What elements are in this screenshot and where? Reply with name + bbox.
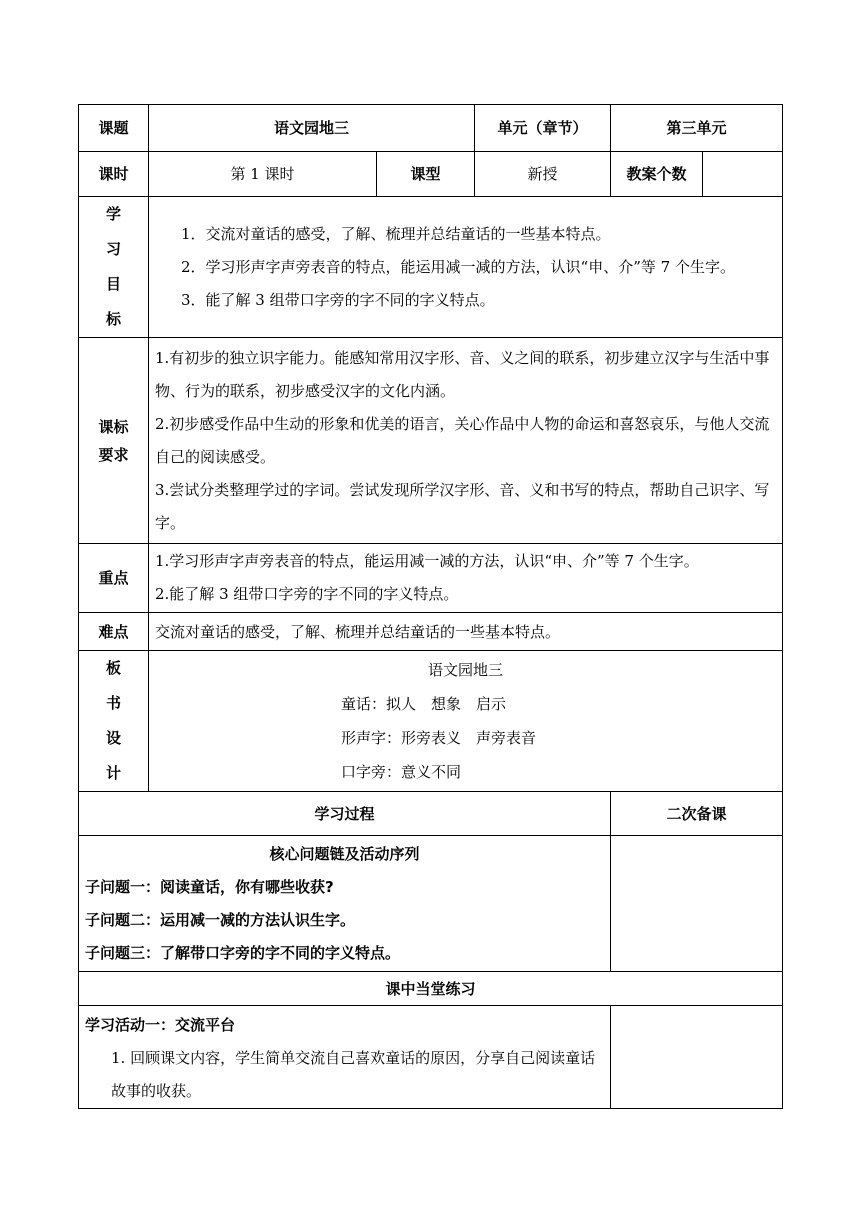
objectives-label-char: 学	[105, 205, 121, 223]
board-content	[149, 651, 783, 792]
period-value: 第 1 课时	[149, 152, 377, 197]
row-difficulty	[79, 613, 783, 651]
core-question: 子问题二：运用减一减的方法认识生字。	[85, 910, 356, 929]
secondary-prep-label: 二次备课	[611, 792, 783, 836]
activity-content	[79, 1006, 611, 1109]
row-title	[79, 105, 783, 152]
board-label-char: 书	[105, 694, 121, 712]
key-points-content	[149, 544, 783, 613]
board-title: 语文园地三	[428, 661, 504, 679]
key-point-item: 1.学习形声字声旁表音的特点，能运用减一减的方法，认识“申、介”等 7 个生字。	[155, 552, 699, 570]
key-point-item: 2.能了解 3 组带口字旁的字不同的字义特点。	[155, 585, 459, 603]
unit-value: 第三单元	[611, 105, 783, 152]
type-value: 新授	[475, 152, 611, 197]
unit-label: 单元（章节）	[475, 105, 611, 152]
key-points-label: 重点	[79, 544, 149, 613]
practice-title: 课中当堂练习	[79, 972, 783, 1006]
objective-item: 1．交流对童话的感受，了解、梳理并总结童话的一些基本特点。	[181, 224, 611, 243]
objectives-label-char: 目	[105, 275, 121, 293]
board-line: 童话：拟人 想象 启示	[341, 695, 507, 713]
period-label: 课时	[79, 152, 149, 197]
activity-text: 1. 回顾课文内容，学生简单交流自己喜欢童话的原因，分享自己阅读童话故事的收获。	[111, 1049, 596, 1100]
secondary-prep-cell	[611, 836, 783, 972]
board-label	[79, 651, 149, 792]
board-line: 形声字：形旁表义 声旁表音	[341, 729, 537, 747]
standard-item: 1.有初步的独立识字能力。能感知常用汉字形、音、义之间的联系，初步建立汉字与生活中事物、行为的联系，初步感受汉字的文化内涵。	[155, 348, 770, 400]
lesson-plan-table	[78, 104, 783, 1109]
count-value	[703, 152, 783, 197]
activity-secondary-cell	[611, 1006, 783, 1109]
board-label-char: 计	[105, 764, 121, 782]
board-label-char: 设	[105, 729, 121, 747]
standards-label-line: 课标	[98, 417, 129, 436]
row-activity	[79, 1006, 783, 1109]
board-label-char: 板	[105, 659, 121, 677]
row-period	[79, 152, 783, 197]
standards-label	[79, 338, 149, 544]
difficulty-text: 交流对童话的感受，了解、梳理并总结童话的一些基本特点。	[149, 613, 783, 651]
lesson-title: 语文园地三	[149, 105, 475, 152]
lesson-plan	[78, 104, 782, 1109]
lesson-label: 课题	[79, 105, 149, 152]
row-process-header	[79, 792, 783, 836]
standard-item: 3.尝试分类整理学过的字词。尝试发现所学汉字形、音、义和书写的特点，帮助自己识字、写字。	[155, 480, 770, 532]
standard-item: 2.初步感受作品中生动的形象和优美的语言，关心作品中人物的命运和喜怒哀乐，与他人交流自己的阅读感受。	[155, 414, 770, 466]
standards-content	[149, 338, 783, 544]
core-questions-content	[79, 836, 611, 972]
type-label: 课型	[377, 152, 475, 197]
row-practice-header	[79, 972, 783, 1006]
row-core-questions	[79, 836, 783, 972]
objectives-content	[149, 197, 783, 338]
row-board	[79, 651, 783, 792]
difficulty-label: 难点	[79, 613, 149, 651]
standards-label-line: 要求	[98, 445, 129, 464]
row-standards	[79, 338, 783, 544]
objective-item: 3．能了解 3 组带口字旁的字不同的字义特点。	[181, 290, 495, 309]
row-objectives	[79, 197, 783, 338]
core-question: 子问题一：阅读童话，你有哪些收获?	[85, 877, 334, 896]
row-key-points	[79, 544, 783, 613]
core-title: 核心问题链及活动序列	[269, 844, 420, 863]
core-question: 子问题三：了解带口字旁的字不同的字义特点。	[85, 943, 401, 962]
objectives-label	[79, 197, 149, 338]
objectives-label-char: 标	[105, 310, 121, 328]
process-label: 学习过程	[79, 792, 611, 836]
objective-item: 2．学习形声字声旁表音的特点，能运用减一减的方法，认识“申、介”等 7 个生字。	[181, 257, 735, 276]
count-label: 教案个数	[611, 152, 703, 197]
activity-title: 学习活动一：交流平台	[85, 1016, 236, 1034]
objectives-label-char: 习	[105, 240, 121, 258]
board-line: 口字旁：意义不同	[341, 763, 462, 781]
